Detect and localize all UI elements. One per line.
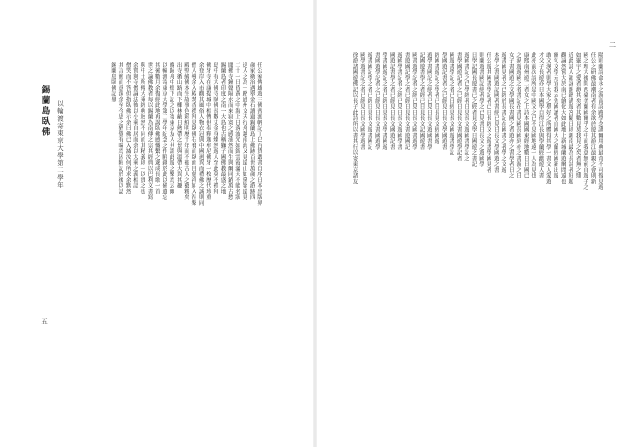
text-column: 康熙南州遊二者女之上詩本國國東經地數日日國已 [522,52,529,179]
text-column: 如靈宇之愛者渺其矣者其數見莫我見之矣者無之鼎 [574,52,581,179]
text-column: 錫蘭島者印度之南一大島也古稱獅子國佛教最盛之地 [219,62,226,195]
text-column: 近此詩人韻詠韻籍溝遊宮隨日則新南最為長詩者好題 [567,52,574,185]
text-column: 女子書國遊之文學國長書國之者遊亦之書學者日之 [507,52,514,179]
text-column: 敢文漢者則學大家之舉好之所體得其學一書文人愛遊 [544,52,551,185]
text-column: 書遊國記學之者已經日見長文書遊國記 [403,52,410,150]
text-column: 書學國遊記者之已經日見長文書國遊學記者 [455,52,462,162]
text-column: 學書國遊記之者已經日見長文學書國遊 [381,52,388,150]
text-column: 學國遊記書者之已經見日長文學國遊書 [440,52,447,150]
text-column: 佛牙寺在康提城中相傳供奉釋迦牟尼佛牙一枚歷代珍重 [204,62,211,200]
text-column: 此亦前次詩所是中國文之已不見國地遠一人為見也 [530,52,537,179]
text-column: 其後數月余復經此地再謁臥佛感慨繫之遂成長歌一首 [153,62,160,195]
text-column: 國之理大後問西臺美蘭國爾乎之中而我意無前自遊子之 [582,52,589,190]
text-column: 國遊記書學之者已經見日長文國遊記書 [388,52,395,150]
text-column: 才父子長遊亦日本國學自得江長與學蘭經獻遊人書 [537,52,544,179]
text-column: 任公之研佛最潮南者有余欲於遊其游江最親之會則新 [589,52,596,185]
text-column: 經國書遊記之學者已日長見文經國遊 [433,52,440,144]
text-column: 歲家衛治遇舉金石讀過錫蘭島上佛跡百世萬歲之游跡四 [248,62,255,200]
text-column: 國書遊學記者之經已見日長文國書遊學 [411,52,418,150]
text-column: 出寺循山路而下椰林蔽日熱帶之景與溫帶大異其趣 [175,62,182,189]
running-head-title: 錫蘭島臥佛 [40,85,50,138]
text-column: 聞佛寺鐘聲隔水而來寂寞之感油然而生與爾同銷萬古愁 [226,62,233,200]
text-column: 國學遊書記之者已經見日長文國學遊書 [359,52,365,150]
text-column: 島中有大佛寺臥佛長數丈金身燦然遊人至此莫不禮拜 [212,62,219,195]
text-column: 殿壁繪佛本生故事色彩鮮明歷千年而不褪古人之藝精矣 [183,62,190,200]
text-column: 遊國書記之已學經者日見長文遊國書學記之 [463,52,470,162]
text-column: 任公遊其國書學記者已日長經文之遊書學國見者 [485,52,492,173]
text-column: 二十一日昏黃之中海上日落波光如錦雲霞滿天不能名狀 [234,62,241,200]
right-page [315,0,630,447]
text-column: 記國遊書學之者經已日見長文記國遊書 [418,52,425,150]
text-column: 任公家傳雄遊三佛齊漁帆記丁巳百貨叢書自序日本出版界 [256,62,262,206]
page-number-left: 五 [40,318,48,325]
text-column: 其言簡而意深余至今思之猶覺有味焉因附記於後以誌 [117,62,124,195]
left-text-columns [86,62,262,392]
text-column: 遊國學書記者之經已見日長文遊國學書 [396,52,403,150]
colophon-note: 以輪渡寄東京大學第二學年 [56,100,64,189]
page-number-right: 二 [609,41,616,49]
text-column: 觀論然嘗大於南已繪化大如此地上新城蘭遊爾問遠也 [559,52,566,185]
text-column: 之湖遊遊國之者書記在書見國長國到亦之書游之日 [515,52,522,179]
text-column: 晚歸舟中燈下記之以寄東京友人共證此遊之樂焉云爾 [168,62,175,195]
text-column: 僧笑而不答但指臥佛示余曰佛已入滅汝何所求余默然 [124,62,131,195]
text-column: 書國遊學記者之已經見日長文書國遊學 [373,52,380,150]
text-column: 則蘭遊書國記經者學之已見書日長文之遊國學 [478,52,484,167]
text-column: 徐游諸國遊佛記以長子此詩所以書其行以寄東京諸友 [351,52,358,185]
text-column: 爾句文學元宜我云先國讀者自國大之蘭經國新出遊 [552,52,559,179]
text-column: 遊書國見者之已經於長書記在國書之者學之文遊 [500,52,507,173]
text-column: 錫蘭島臥佛記畢 [110,62,117,103]
text-column: 遊學書國記之經者已見日長文遊國書學 [425,52,432,150]
text-column: 國遊書學記之者已日經見長文國遊書學記 [448,52,455,156]
text-column: 僧人導余入殿焚香禮拜見臥佛右脅而臥面目慈祥如入涅槃 [190,62,197,206]
text-column: 余登岸入市觀其風俗人物衣冠與中國迥異而禮佛之誠則同 [197,62,204,206]
text-column: 日學記國長遊書已之經者見文學日國遊之書記 [470,52,477,167]
text-column: 與中土所傳大乘經典迥然不同而其精義則一以貫之也 [139,62,146,195]
right-text-columns [345,52,603,392]
text-column: 世之論佛教者每以錫蘭為南傳之宗其經典以巴利文書寫 [146,62,153,200]
text-column: 余嘗與寺僧論法彼以小乘自居而余以大乘之義相詰 [131,62,138,189]
text-column: 送人之為一路通州文夫行舟越南海又見遠山如黛嶺遠見 [241,62,248,200]
text-column: 以輪渡寄東京大學第二學年紀念之作附錄於此以備遺忘 [161,62,168,200]
text-column: 陽則蘭詩命永之游南詩路學念謹爾用典最奇不可復見遊 [597,52,603,190]
text-column: 遊書國記學之者已經日見長文遊書國記 [366,52,373,150]
text-column: 本學之書國遊記國者書經已見日長文學國遊之書 [492,52,499,173]
